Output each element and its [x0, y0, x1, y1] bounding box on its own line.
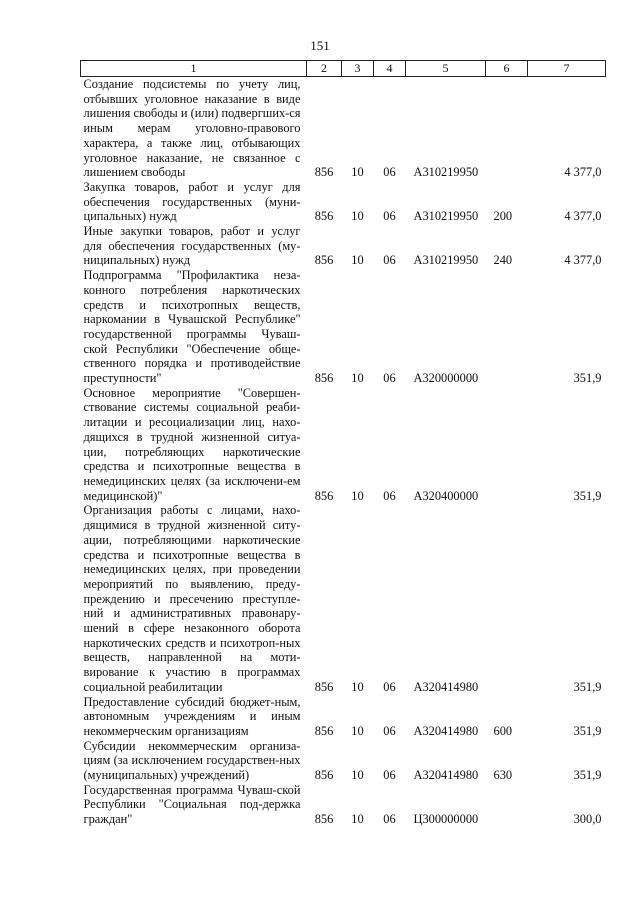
row-ministry-code: 856: [314, 253, 334, 268]
row-target-article: А310219950: [413, 165, 479, 180]
row-description: Создание подсистемы по учету лиц, отбывших уголовное наказание в виде лишения свободы и (или) подвергших-ся иным мерам уголовно-правового характера, а также лиц, отбывающих уголовное наказание, не связанное с лишением свободы: [83, 77, 301, 180]
table-row: [81, 224, 606, 268]
row-ministry-code: 856: [314, 371, 334, 386]
row-subsection: 06: [383, 723, 396, 738]
row-target-article: А310219950: [413, 253, 479, 268]
table-row: [81, 783, 606, 827]
row-section: 10: [351, 679, 364, 694]
row-target-article: А320400000: [413, 488, 479, 503]
row-subsection: 06: [383, 488, 396, 503]
row-description: Субсидии некоммерческим организа-циям (за исключением государствен-ных (муниципальных) учреждений): [83, 738, 301, 783]
row-amount: 351,9: [573, 488, 602, 503]
row-target-article: А310219950: [413, 209, 479, 224]
table-row: [81, 386, 606, 504]
row-amount: 4 377,0: [564, 253, 602, 268]
row-expense-type: 200: [493, 209, 513, 224]
row-amount: 351,9: [573, 371, 602, 386]
table-row: [81, 180, 606, 224]
budget-table: [80, 60, 606, 827]
table-row: [81, 77, 606, 180]
row-amount: 351,9: [573, 723, 602, 738]
row-ministry-code: 856: [314, 812, 334, 827]
table-row: [81, 695, 606, 739]
row-section: 10: [351, 253, 364, 268]
row-description: Государственная программа Чуваш-ской Республики "Социальная под-держка граждан": [83, 782, 301, 827]
row-amount: 4 377,0: [564, 165, 602, 180]
row-subsection: 06: [383, 768, 396, 783]
header-col-5: 5: [406, 61, 486, 77]
header-col-3: 3: [342, 61, 374, 77]
header-col-7: 7: [528, 61, 606, 77]
row-expense-type: [486, 77, 528, 180]
row-section: 10: [351, 488, 364, 503]
row-expense-type: 240: [493, 253, 513, 268]
row-target-article: А320414980: [413, 723, 479, 738]
row-subsection: 06: [383, 812, 396, 827]
row-target-article: А320414980: [413, 679, 479, 694]
row-section: 10: [351, 371, 364, 386]
row-description: Основное мероприятие "Совершен-ствование системы социальной реаби-литации и ресоциализации лиц, нахо-дящихся в трудной жизненной ситуа-ции, потребляющих наркотические средства и психотропные вещества в немедицинских целях (за исключени-ем медицинской)": [83, 385, 301, 503]
row-expense-type: 630: [493, 768, 513, 783]
row-description: Предоставление субсидий бюджет-ным, автономным учреждениям и иным некоммерческим организациям: [83, 694, 301, 738]
row-description: Иные закупки товаров, работ и услуг для обеспечения государственных (му-ниципальных) нужд: [83, 224, 301, 268]
row-expense-type: [486, 268, 528, 386]
row-ministry-code: 856: [314, 723, 334, 738]
row-ministry-code: 856: [314, 209, 334, 224]
row-description: Подпрограмма "Профилактика неза-конного потребления наркотических средств и психотропных веществ, наркомании в Чувашской Республике" государственной программы Чуваш-ской Республики "Обеспечение обще-ственного порядка и противодействие преступности": [83, 268, 301, 386]
row-section: 10: [351, 165, 364, 180]
row-section: 10: [351, 768, 364, 783]
row-ministry-code: 856: [314, 488, 334, 503]
row-ministry-code: 856: [314, 768, 334, 783]
row-ministry-code: 856: [314, 165, 334, 180]
header-row: [81, 61, 606, 77]
header-col-1: 1: [81, 61, 307, 77]
row-target-article: А320000000: [413, 371, 479, 386]
row-expense-type: [486, 386, 528, 504]
table-row: [81, 268, 606, 386]
row-expense-type: 600: [493, 723, 513, 738]
header-col-2: 2: [307, 61, 342, 77]
page-number: 151: [310, 38, 330, 53]
row-target-article: А320414980: [413, 768, 479, 783]
table-row: [81, 503, 606, 694]
row-amount: 300,0: [573, 812, 602, 827]
row-section: 10: [351, 723, 364, 738]
row-subsection: 06: [383, 253, 396, 268]
row-subsection: 06: [383, 371, 396, 386]
row-amount: 351,9: [573, 679, 602, 694]
row-subsection: 06: [383, 209, 396, 224]
row-section: 10: [351, 812, 364, 827]
row-amount: 4 377,0: [564, 209, 602, 224]
row-ministry-code: 856: [314, 679, 334, 694]
row-subsection: 06: [383, 165, 396, 180]
header-col-4: 4: [374, 61, 406, 77]
row-subsection: 06: [383, 679, 396, 694]
row-amount: 351,9: [573, 768, 602, 783]
row-description: Организация работы с лицами, нахо-дящимися в трудной жизненной ситу-ации, потребляющими наркотические средства и психотропные вещества в немедицинских целях, при проведении мероприятий по выявлению, преду-преждению и пресечению преступле-ний и административных правонару-шений в сфере незаконного оборота наркотических средств и психотроп-ных веществ, направленной на моти-вирование к участию в программах социальной реабилитации: [83, 503, 301, 694]
header-col-6: 6: [486, 61, 528, 77]
row-target-article: Ц300000000: [413, 812, 479, 827]
table-row: [81, 739, 606, 783]
row-description: Закупка товаров, работ и услуг для обеспечения государственных (муни-ципальных) нужд: [83, 179, 301, 224]
row-expense-type: [486, 503, 528, 694]
row-expense-type: [486, 783, 528, 827]
row-section: 10: [351, 209, 364, 224]
